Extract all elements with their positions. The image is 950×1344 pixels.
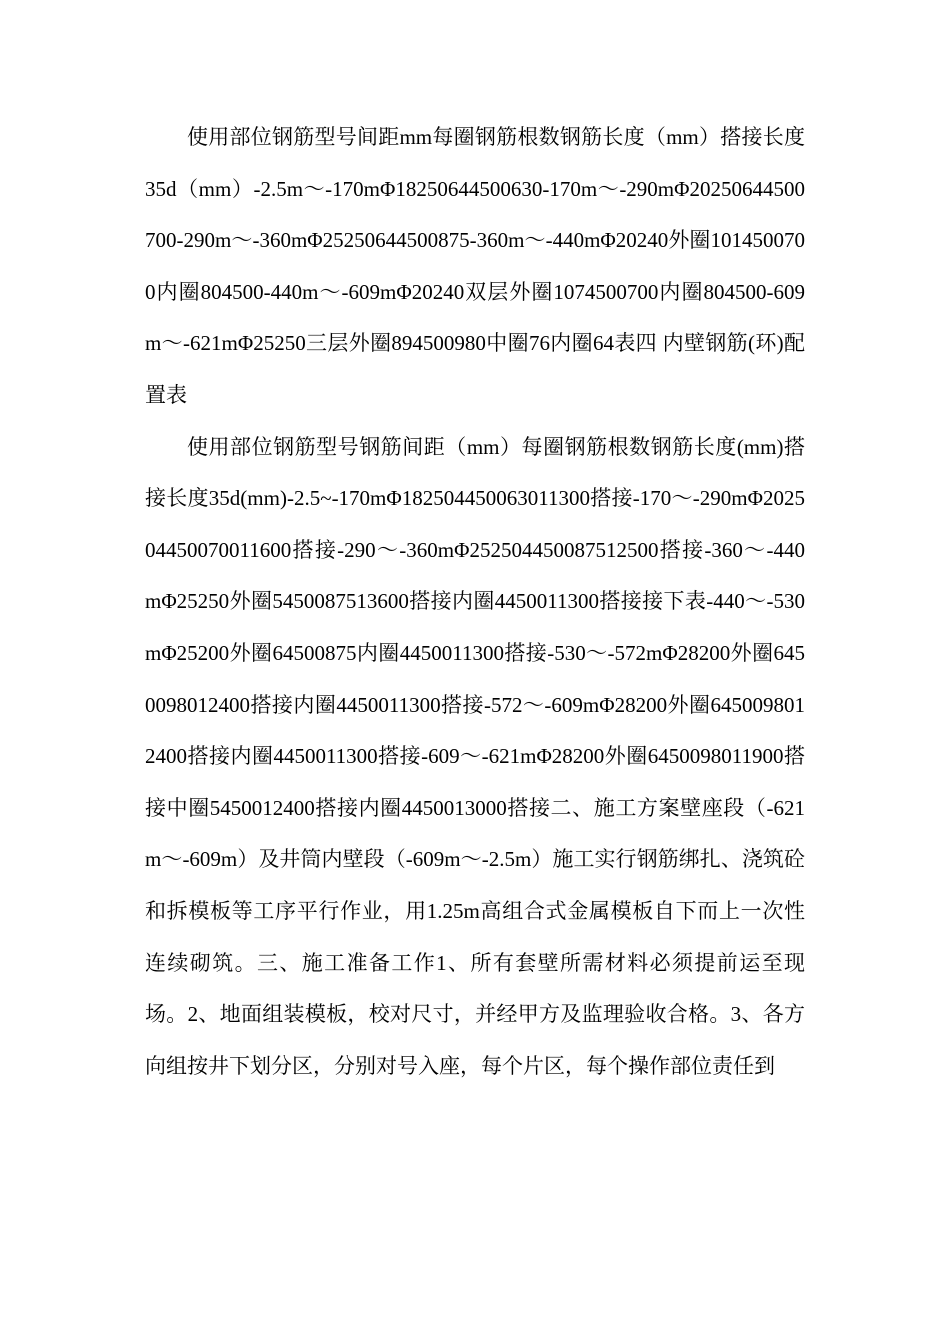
document-page bbox=[145, 112, 805, 1092]
paragraph-outer-wall-rebar-table: 使用部位钢筋型号间距mm每圈钢筋根数钢筋长度（mm）搭接长度35d（mm）-2.5m～-170mΦ18250644500630-170m～-290mΦ20250644500700-290m～-360mΦ25250644500875-360m～-440mΦ20240外圈1014500700内圈804500-440m～-609mΦ20240双层外圈1074500700内圈804500-609m～-621mΦ25250三层外圈894500980中圈76内圈64表四 内壁钢筋(环)配置表 bbox=[145, 125, 805, 407]
paragraph-inner-wall-rebar-and-construction: 使用部位钢筋型号钢筋间距（mm）每圈钢筋根数钢筋长度(mm)搭接长度35d(mm)-2.5~-170mΦ182504450063011300搭接-170～-290mΦ202504450070011600搭接-290～-360mΦ252504450087512500搭接-360～-440mΦ25250外圈5450087513600搭接内圈4450011300搭接接下表-440～-530mΦ25200外圈64500875内圈4450011300搭接-530～-572mΦ28200外圈6450098012400搭接内圈4450011300搭接-572～-609mΦ28200外圈6450098012400搭接内圈4450011300搭接-609～-621mΦ28200外圈6450098011900搭接中圈5450012400搭接内圈4450013000搭接二、施工方案壁座段（-621m～-609m）及井筒内壁段（-609m～-2.5m）施工实行钢筋绑扎、浇筑砼和拆模板等工序平行作业，用1.25m高组合式金属模板自下而上一次性连续砌筑。三、施工准备工作1、所有套壁所需材料必须提前运至现场。2、地面组装模板，校对尺寸，并经甲方及监理验收合格。3、各方向组按井下划分区，分别对号入座，每个片区，每个操作部位责任到 bbox=[145, 434, 805, 1078]
